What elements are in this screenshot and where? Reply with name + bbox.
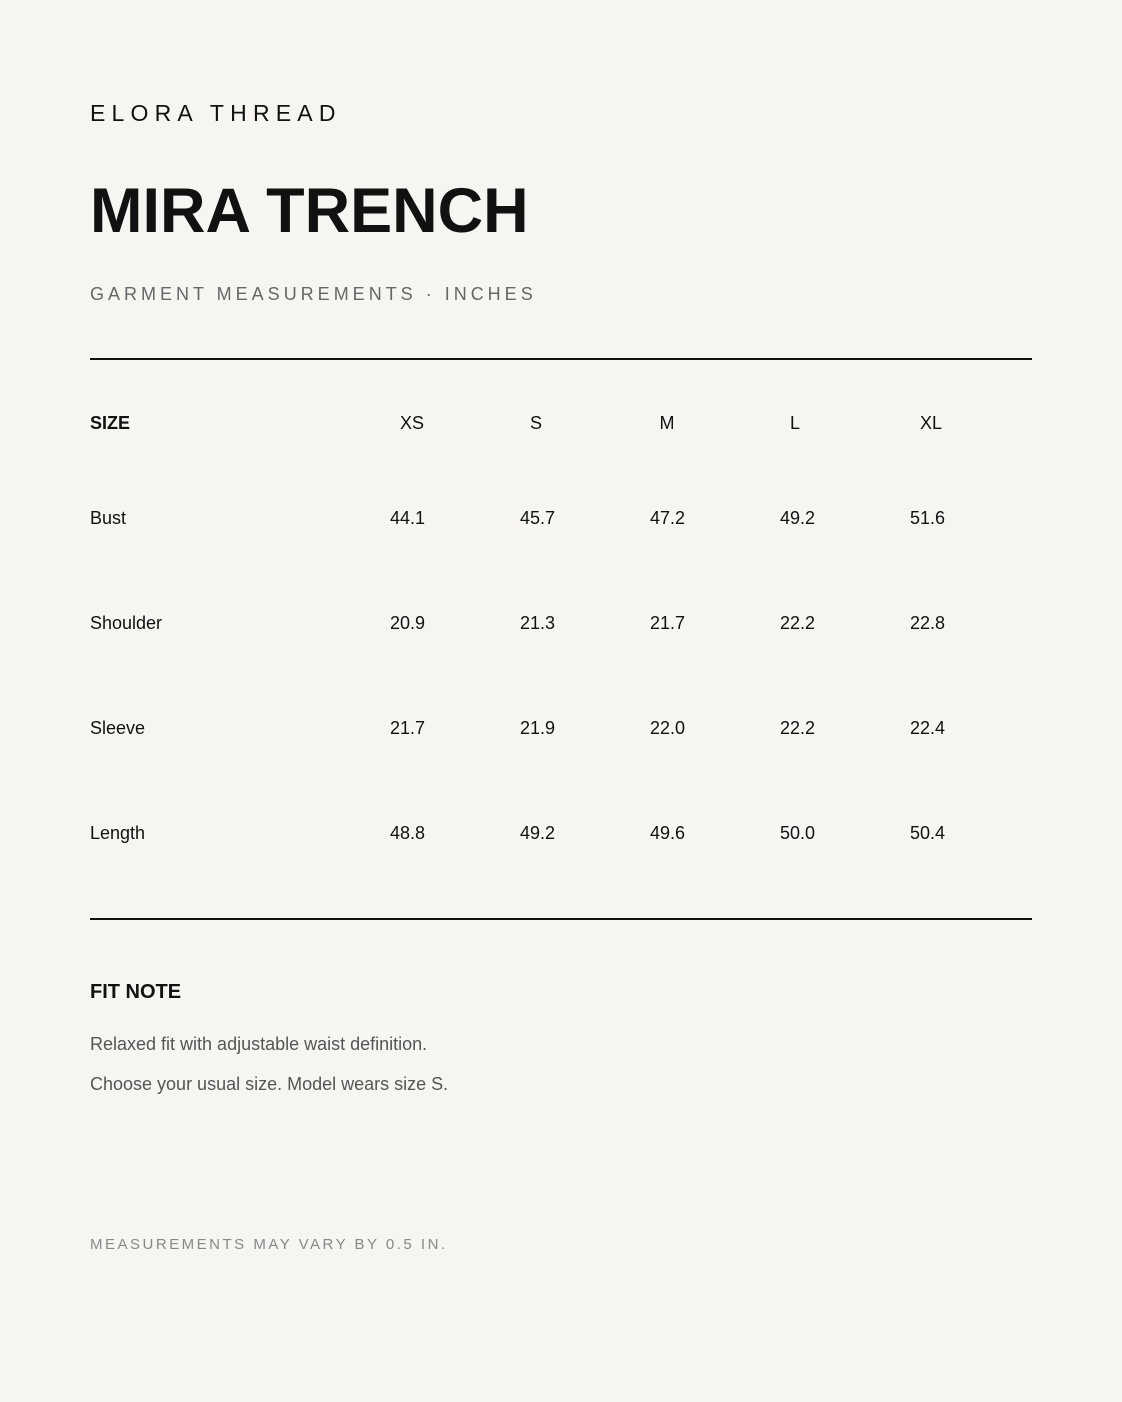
table-cell: 49.2	[780, 508, 816, 528]
size-header-label: SIZE	[90, 413, 131, 433]
size-s-header: S	[529, 413, 542, 433]
bottom-divider	[90, 918, 1032, 920]
table-row-bust	[90, 466, 1032, 571]
table-cell: 22.0	[650, 718, 686, 738]
size-chart-page	[90, 0, 1032, 1402]
top-divider	[90, 358, 1032, 360]
table-cell: 51.6	[910, 508, 946, 528]
table-cell: 47.2	[650, 508, 686, 528]
fit-note-title: FIT NOTE	[90, 981, 182, 1003]
product-title: MIRA TRENCH	[90, 176, 529, 246]
table-row-shoulder	[90, 571, 1032, 676]
measurement-disclaimer: MEASUREMENTS MAY VARY BY 0.5 IN.	[90, 1236, 448, 1253]
brand-name: ELORA THREAD	[90, 100, 342, 126]
table-cell: 50.0	[780, 823, 816, 843]
size-xl-header: XL	[919, 413, 943, 433]
row-label: Length	[90, 823, 146, 843]
measurement-subtitle: GARMENT MEASUREMENTS · INCHES	[90, 284, 537, 304]
table-cell: 44.1	[390, 508, 426, 528]
table-cell: 22.4	[910, 718, 946, 738]
table-cell: 49.2	[520, 823, 556, 843]
table-header-row	[90, 361, 1032, 466]
table-cell: 21.7	[650, 613, 686, 633]
table-cell: 22.2	[780, 613, 816, 633]
fit-note-line: Choose your usual size. Model wears size S.	[90, 1074, 449, 1094]
row-label: Sleeve	[90, 718, 146, 738]
table-cell: 20.9	[390, 613, 426, 633]
table-cell: 48.8	[390, 823, 426, 843]
size-table	[90, 361, 1032, 886]
table-cell: 22.8	[910, 613, 946, 633]
size-m-header: M	[659, 413, 675, 433]
table-cell: 21.7	[390, 718, 426, 738]
row-label: Bust	[90, 508, 127, 528]
size-xs-header: XS	[399, 413, 424, 433]
table-cell: 50.4	[910, 823, 946, 843]
table-cell: 49.6	[650, 823, 686, 843]
table-cell: 45.7	[520, 508, 556, 528]
table-row-sleeve	[90, 676, 1032, 781]
size-l-header: L	[789, 413, 800, 433]
row-label: Shoulder	[90, 613, 163, 633]
table-cell: 22.2	[780, 718, 816, 738]
fit-note-line: Relaxed fit with adjustable waist definition.	[90, 1034, 428, 1054]
table-cell: 21.9	[520, 718, 556, 738]
table-row-length	[90, 781, 1032, 886]
table-cell: 21.3	[520, 613, 556, 633]
